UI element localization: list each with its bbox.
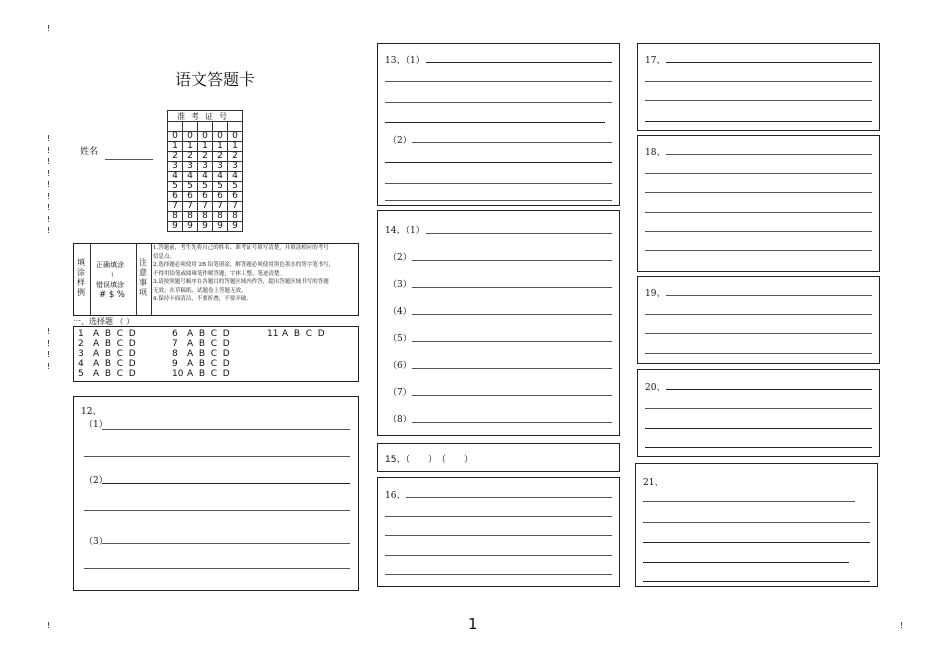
q14-part-label: （2） (388, 253, 412, 263)
choice-options[interactable]: A B C D (187, 329, 230, 339)
exam-id-digit[interactable]: 8 (183, 212, 198, 222)
choice-number: 6 (172, 329, 178, 339)
choice-row[interactable] (172, 359, 230, 369)
q14-part-label: （3） (388, 280, 412, 290)
exam-id-digit[interactable]: 3 (183, 162, 198, 172)
q12-part1-label: （1） (84, 420, 108, 430)
vertical-char: 意 (139, 268, 147, 277)
margin-mark: ! (47, 226, 51, 235)
choice-options[interactable]: A B C D (93, 349, 136, 359)
choice-number: 2 (78, 339, 84, 349)
margin-mark: ! (47, 327, 51, 336)
exam-id-digit[interactable]: 6 (228, 192, 243, 202)
exam-id-digit[interactable]: 3 (198, 162, 213, 172)
note-line: 无效；在草稿纸、试题卷上答题无效。 (153, 287, 247, 294)
choice-number: 1 (78, 329, 84, 339)
q14-part-label: （6） (388, 361, 412, 371)
exam-id-digit[interactable]: 8 (228, 212, 243, 222)
choice-number: 5 (78, 369, 84, 379)
q14-answer-line[interactable] (412, 341, 612, 342)
exam-id-digit[interactable]: 6 (198, 192, 213, 202)
exam-id-digit[interactable]: 5 (168, 182, 183, 192)
exam-id-digit[interactable]: 9 (213, 222, 228, 232)
exam-id-row (168, 132, 243, 142)
vertical-char: 事 (139, 278, 147, 287)
exam-id-digit[interactable]: 8 (198, 212, 213, 222)
q14-part-label: （8） (388, 415, 412, 425)
note-line: 4.保持卡面清洁，不要折叠，不要弄破。 (153, 296, 252, 302)
choice-options[interactable]: A B C D (93, 359, 136, 369)
vertical-char: 样 (77, 278, 85, 287)
question-12-box[interactable] (73, 396, 359, 591)
q18-label: 18、 (645, 148, 666, 158)
choice-options[interactable]: A B C D (93, 329, 136, 339)
choice-number: 3 (78, 349, 84, 359)
q12-part2-label: （2） (84, 476, 108, 486)
notes-label (139, 258, 147, 298)
choice-answer-box[interactable] (73, 326, 359, 382)
choice-row[interactable] (78, 369, 136, 379)
q12-label: 12、 (81, 407, 102, 417)
choice-options[interactable]: A B C D (187, 359, 230, 369)
note-line: 不得用铅笔或圆珠笔作解答题；字体工整、笔迹清楚。 (153, 270, 286, 277)
margin-mark: ! (47, 350, 51, 359)
q14-part-label: （7） (388, 388, 412, 398)
instructions-box (73, 243, 359, 316)
notes-text (153, 244, 359, 304)
exam-id-row (168, 142, 243, 152)
question-14-box[interactable] (377, 210, 620, 436)
exam-id-digit[interactable]: 9 (168, 222, 183, 232)
exam-id-digit[interactable]: 4 (183, 172, 198, 182)
exam-id-digit[interactable]: 9 (183, 222, 198, 232)
q13-label: 13、（1） (385, 56, 425, 66)
margin-marks-column (47, 326, 50, 372)
margin-mark: ! (47, 338, 51, 348)
q14-answer-line[interactable] (412, 395, 612, 396)
fill-sample-label (77, 258, 85, 298)
choice-options[interactable]: A B C D (187, 369, 230, 379)
exam-id-digit[interactable]: 6 (168, 192, 183, 202)
choice-number: 10 (172, 369, 184, 379)
exam-id-digit[interactable]: 1 (213, 142, 228, 152)
margin-mark: ! (47, 157, 51, 166)
q14-label: 14、（1） (385, 226, 425, 236)
question-20-box[interactable] (637, 369, 880, 457)
exam-id-digit[interactable]: 6 (213, 192, 228, 202)
q14-answer-line[interactable] (412, 422, 612, 423)
choice-section-title: 一、选择题 （ ） (73, 317, 135, 326)
exam-id-digit[interactable]: 0 (213, 132, 228, 142)
choice-options[interactable]: A B C D (93, 369, 136, 379)
name-label: 姓名 (80, 147, 99, 157)
note-line: 2.选择题必须使用 2B 铅笔填涂，解答题必须使用黑色墨水的签字笔书写， (153, 262, 335, 268)
choice-row[interactable] (78, 329, 136, 339)
q16-label: 16、 (385, 491, 406, 501)
exam-id-digit[interactable]: 5 (183, 182, 198, 192)
exam-id-digit[interactable]: 7 (168, 202, 183, 212)
wrong-fill-symbols: # $ % (99, 290, 126, 300)
exam-id-row (168, 212, 243, 222)
wrong-fill-label: 错误填涂 (96, 281, 124, 289)
margin-mark: ! (900, 621, 904, 630)
vertical-char: 项 (139, 288, 147, 297)
choice-options[interactable]: A B C D (93, 339, 136, 349)
exam-id-digit[interactable]: 8 (168, 212, 183, 222)
exam-id-row (168, 182, 243, 192)
q14-answer-line[interactable] (412, 368, 612, 369)
margin-mark: ! (47, 168, 51, 178)
choice-number: 11 (267, 329, 279, 339)
exam-id-digit[interactable]: 5 (213, 182, 228, 192)
q12-part3-label: （3） (84, 537, 108, 547)
q14-part-label: （4） (388, 307, 412, 317)
choice-number: 7 (172, 339, 178, 349)
q20-label: 20、 (645, 383, 666, 393)
choice-row[interactable] (78, 359, 136, 369)
margin-mark: ! (47, 24, 51, 33)
q13-part2-label: （2） (388, 136, 412, 146)
exam-id-digit[interactable]: 0 (198, 132, 213, 142)
exam-id-digit[interactable]: 3 (228, 162, 243, 172)
exam-id-digit[interactable]: 3 (168, 162, 183, 172)
choice-row[interactable] (172, 329, 230, 339)
q17-label: 17、 (645, 56, 666, 66)
margin-mark: ! (47, 180, 51, 189)
margin-mark: ! (47, 145, 51, 155)
wrong-fill-mark: ! (111, 272, 114, 279)
exam-id-digit[interactable]: 2 (183, 152, 198, 162)
question-17-box[interactable] (637, 43, 880, 131)
page-title: 语文答题卡 (175, 70, 256, 89)
exam-id-digit[interactable]: 7 (198, 202, 213, 212)
vertical-char: 例 (77, 288, 85, 297)
exam-id-row (168, 152, 243, 162)
question-16-box[interactable] (377, 477, 620, 587)
exam-id-digit[interactable]: 0 (168, 132, 183, 142)
exam-id-digit[interactable]: 4 (198, 172, 213, 182)
exam-id-digit[interactable]: 1 (168, 142, 183, 152)
exam-id-digit[interactable]: 4 (213, 172, 228, 182)
choice-row[interactable] (78, 339, 136, 349)
exam-id-digit[interactable]: 6 (183, 192, 198, 202)
choice-number: 9 (172, 359, 178, 369)
exam-id-digit[interactable]: 4 (228, 172, 243, 182)
exam-id-digit[interactable]: 9 (228, 222, 243, 232)
margin-marks-column (47, 133, 50, 237)
question-13-box[interactable] (377, 43, 620, 206)
question-15-box[interactable] (377, 443, 620, 472)
exam-id-digit[interactable]: 3 (213, 162, 228, 172)
question-21-box[interactable] (635, 463, 878, 587)
choice-row[interactable] (172, 339, 230, 349)
note-line: 3.请按照题号顺序在各题目的答题区域内作答，超出答题区域书写的答题 (153, 279, 329, 285)
exam-id-digit[interactable]: 5 (198, 182, 213, 192)
exam-id-row (168, 202, 243, 212)
question-19-box[interactable] (637, 276, 880, 364)
q21-label: 21、 (643, 478, 664, 488)
choice-number: 4 (78, 359, 84, 369)
exam-id-row (168, 192, 243, 202)
margin-mark: ! (47, 214, 51, 224)
exam-id-digit[interactable]: 1 (228, 142, 243, 152)
choice-number: 8 (172, 349, 178, 359)
note-line: 1.答题前，考生先将自己的姓名、准考证号填写清楚，并填涂相应的考号 (153, 245, 329, 251)
exam-id-digit[interactable]: 1 (198, 142, 213, 152)
exam-id-row (168, 172, 243, 182)
choice-row[interactable] (172, 369, 230, 379)
exam-id-digit[interactable]: 4 (168, 172, 183, 182)
exam-id-digit[interactable]: 0 (183, 132, 198, 142)
exam-id-digit[interactable]: 2 (168, 152, 183, 162)
q19-label: 19、 (645, 289, 666, 299)
exam-id-digit[interactable]: 2 (198, 152, 213, 162)
name-field[interactable] (105, 159, 153, 160)
choice-options[interactable]: A B C D (187, 339, 230, 349)
exam-id-digit[interactable]: 9 (198, 222, 213, 232)
exam-id-digit[interactable]: 1 (183, 142, 198, 152)
correct-fill-label: 正确填涂 (96, 261, 124, 269)
exam-id-row (168, 162, 243, 172)
exam-id-digit[interactable]: 5 (228, 182, 243, 192)
margin-mark: ! (47, 134, 51, 143)
choice-options[interactable]: A B C D (187, 349, 230, 359)
vertical-char: 涂 (77, 268, 85, 277)
exam-id-digit[interactable]: 0 (228, 132, 243, 142)
choice-options[interactable]: A B C D (282, 329, 325, 339)
choice-row[interactable] (172, 349, 230, 359)
exam-id-digit[interactable]: 8 (213, 212, 228, 222)
exam-id-digit[interactable]: 7 (183, 202, 198, 212)
question-18-box[interactable] (637, 135, 880, 272)
exam-id-row (168, 222, 243, 232)
margin-mark: ! (47, 621, 51, 630)
margin-mark: ! (47, 203, 51, 212)
exam-id-digit[interactable]: 7 (228, 202, 243, 212)
q15-label: 15、（ ） （ ） (385, 455, 473, 465)
margin-mark: ! (47, 361, 51, 371)
vertical-char: 填 (77, 258, 85, 267)
q14-answer-line[interactable] (412, 314, 612, 315)
vertical-char: 注 (139, 258, 147, 267)
choice-row[interactable] (267, 329, 325, 339)
exam-id-digit[interactable]: 2 (213, 152, 228, 162)
exam-id-digit[interactable]: 7 (213, 202, 228, 212)
exam-id-grid[interactable] (167, 110, 243, 232)
exam-id-header: 准考证号 (168, 111, 243, 122)
exam-id-digit[interactable]: 2 (228, 152, 243, 162)
choice-row[interactable] (78, 349, 136, 359)
q14-answer-line[interactable] (412, 260, 612, 261)
page-number: 1 (468, 615, 478, 633)
note-line: 信息点。 (153, 253, 176, 260)
q14-answer-line[interactable] (412, 287, 612, 288)
margin-mark: ! (47, 191, 51, 201)
q14-part-label: （5） (388, 334, 412, 344)
